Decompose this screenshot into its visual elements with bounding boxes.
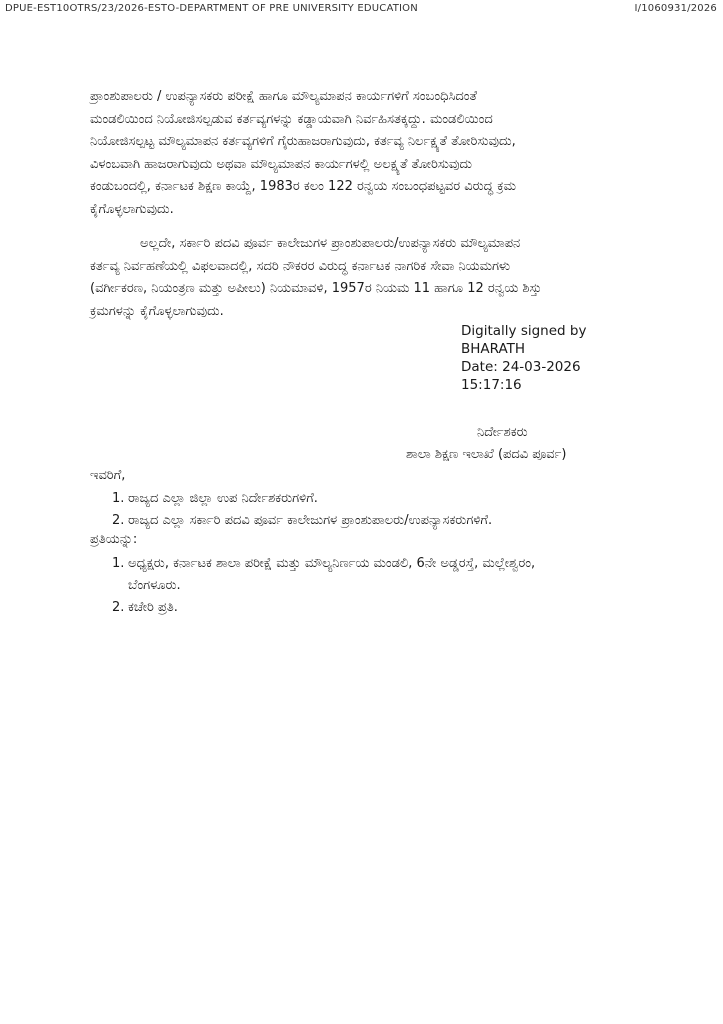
- digital-signature: [461, 322, 586, 394]
- paragraph-line: ನಿಯೋಜಿಸಲ್ಪಟ್ಟ ಮೌಲ್ಯಮಾಪನ ಕರ್ತವ್ಯಗಳಿಗೆ ಗೈರುಹಾಜರಾಗುವುದು, ಕರ್ತವ್ಯ ನಿರ್ಲಕ್ಷ್ಯತೆ ತೋರಿಸುವುದು,: [90, 134, 516, 149]
- paragraph-1: [90, 86, 656, 221]
- paragraph-line: ಪ್ರಾಂಶುಪಾಲರು / ಉಪನ್ಯಾಸಕರು ಪರೀಕ್ಷೆ ಹಾಗೂ ಮೌಲ್ಯಮಾಪನ ಕಾರ್ಯಗಳಿಗೆ ಸಂಬಂಧಿಸಿದಂತೆ: [90, 89, 477, 104]
- paragraph-line: (ವರ್ಗೀಕರಣ, ನಿಯಂತ್ರಣ ಮತ್ತು ಅಪೀಲು) ನಿಯಮಾವಳಿ, 1957ರ ನಿಯಮ 11 ಹಾಗೂ 12 ರನ್ವಯ ಶಿಸ್ತು: [90, 281, 542, 296]
- item-text: ಕಚೇರಿ ಪ್ರತಿ.: [128, 600, 178, 615]
- item-number: 2.: [112, 513, 125, 528]
- list-item: [112, 510, 492, 532]
- item-text-continued: ಬೆಂಗಳೂರು.: [128, 578, 181, 593]
- paragraph-line: ಮಂಡಲಿಯಿಂದ ನಿಯೋಜಿಸಲ್ಪಡುವ ಕರ್ತವ್ಯಗಳನ್ನು ಕಡ್ಡಾಯವಾಗಿ ನಿರ್ವಹಿಸತಕ್ಕದ್ದು. ಮಂಡಲಿಯಿಂದ: [90, 111, 493, 127]
- item-text: ರಾಜ್ಯದ ಎಲ್ಲಾ ಸರ್ಕಾರಿ ಪದವಿ ಪೂರ್ವ ಕಾಲೇಜುಗಳ ಪ್ರಾಂಶುಪಾಲರು/ಉಪನ್ಯಾಸಕರುಗಳಿಗೆ.: [128, 513, 493, 528]
- paragraph-line: ಅಲ್ಲದೇ, ಸರ್ಕಾರಿ ಪದವಿ ಪೂರ್ವ ಕಾಲೇಜುಗಳ ಪ್ರಾಂಶುಪಾಲರು/ಉಪನ್ಯಾಸಕರು ಮೌಲ್ಯಮಾಪನ: [140, 236, 521, 251]
- item-number: 2.: [112, 600, 125, 615]
- item-number: 1.: [112, 556, 125, 571]
- list-item: [112, 597, 178, 619]
- list-item: [112, 553, 535, 597]
- paragraph-line: ಕ್ರಮಗಳನ್ನು ಕೈಗೊಳ್ಳಲಾಗುವುದು.: [90, 303, 224, 319]
- designation-title: ನಿರ್ದೇಶಕರು: [477, 425, 528, 440]
- paragraph-line: ಕಂಡುಬಂದಲ್ಲಿ, ಕರ್ನಾಟಕ ಶಿಕ್ಷಣ ಕಾಯ್ದೆ, 1983ರ ಕಲಂ 122 ರನ್ವಯ ಸಂಬಂಧಪಟ್ಟವರ ವಿರುದ್ಧ ಕ್ರಮ: [90, 179, 516, 194]
- to-label: ಇವರಿಗೆ,: [90, 468, 126, 483]
- paragraph-line: ಕರ್ತವ್ಯ ನಿರ್ವಹಣೆಯಲ್ಲಿ ವಿಫಲವಾದಲ್ಲಿ, ಸದರಿ ನೌಕರರ ವಿರುದ್ಧ ಕರ್ನಾಟಕ ನಾಗರಿಕ ಸೇವಾ ನಿಯಮಗಳು: [90, 258, 511, 274]
- document-number: I/1060931/2026: [634, 3, 717, 14]
- designation-office: ಶಾಲಾ ಶಿಕ್ಷಣ ಇಲಾಖೆ (ಪದವಿ ಪೂರ್ವ): [406, 447, 567, 462]
- signature-time: 15:17:16: [461, 377, 522, 393]
- paragraph-line: ಕೈಗೊಳ್ಳಲಾಗುವುದು.: [90, 201, 174, 217]
- paragraph-2: [90, 233, 656, 323]
- item-text: ಅಧ್ಯಕ್ಷರು, ಕರ್ನಾಟಕ ಶಾಲಾ ಪರೀಕ್ಷೆ ಮತ್ತು ಮೌಲ್ಯನಿರ್ಣಯ ಮಂಡಲಿ, 6ನೇ ಅಡ್ಡರಸ್ತೆ, ಮಲ್ಲೇಶ್ವರಂ,: [128, 556, 536, 571]
- copy-label: ಪ್ರತಿಯನ್ನು:: [90, 532, 138, 547]
- signature-date: Date: 24-03-2026: [461, 359, 581, 375]
- file-reference: DPUE-EST10OTRS/23/2026-ESTO-DEPARTMENT OF PRE UNIVERSITY EDUCATION: [5, 3, 418, 14]
- signature-name: BHARATH: [461, 341, 526, 357]
- item-text: ರಾಜ್ಯದ ಎಲ್ಲಾ ಜಿಲ್ಲಾ ಉಪ ನಿರ್ದೇಶಕರುಗಳಿಗೆ.: [128, 491, 318, 506]
- paragraph-line: ವಿಳಂಬವಾಗಿ ಹಾಜರಾಗುವುದು ಅಥವಾ ಮೌಲ್ಯಮಾಪನ ಕಾರ್ಯಗಳಲ್ಲಿ ಅಲಕ್ಷ್ಯತೆ ತೋರಿಸುವುದು: [90, 156, 473, 172]
- item-number: 1.: [112, 491, 125, 506]
- signature-line: Digitally signed by: [461, 323, 587, 339]
- list-item: [112, 488, 318, 510]
